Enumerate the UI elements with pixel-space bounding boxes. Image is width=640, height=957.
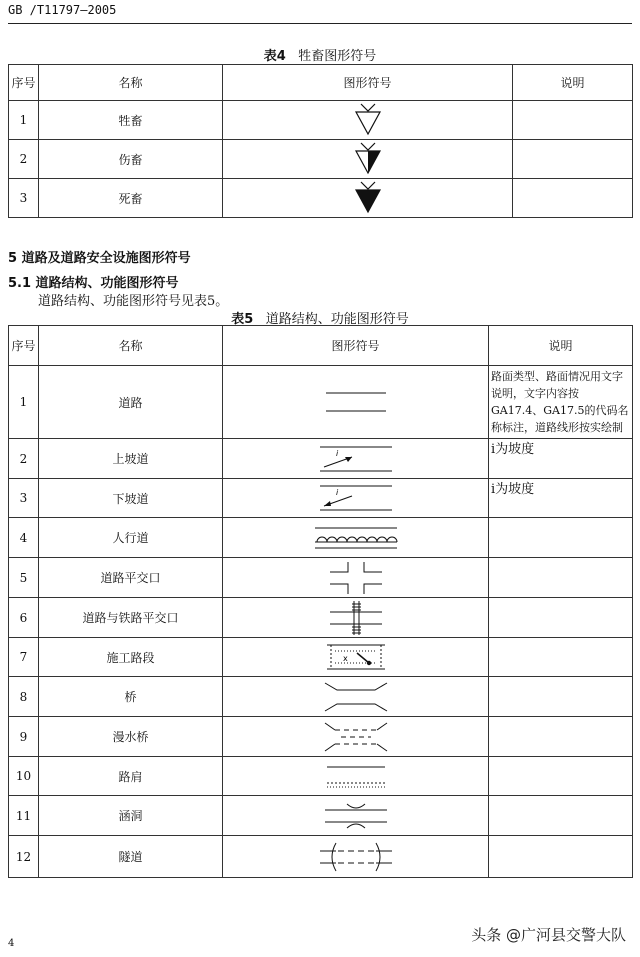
row-name: 道路与铁路平交口 bbox=[39, 598, 223, 638]
railway-crossing-symbol bbox=[223, 598, 489, 638]
row-note bbox=[513, 179, 633, 218]
row-note bbox=[489, 717, 633, 757]
table4-caption bbox=[0, 45, 640, 64]
svg-text:i: i bbox=[335, 448, 338, 458]
row-no: 3 bbox=[9, 179, 39, 218]
row-note: i为坡度 bbox=[489, 439, 633, 479]
row-note bbox=[513, 101, 633, 140]
table-row bbox=[9, 479, 633, 518]
row-note bbox=[489, 796, 633, 836]
row-name: 人行道 bbox=[39, 518, 223, 558]
svg-text:x: x bbox=[342, 654, 348, 663]
section5-title: 5 道路及道路安全设施图形符号 bbox=[8, 251, 191, 266]
table-row bbox=[9, 439, 633, 479]
row-note bbox=[513, 140, 633, 179]
row-name: 漫水桥 bbox=[39, 717, 223, 757]
row-name: 下坡道 bbox=[39, 479, 223, 518]
table-row bbox=[9, 638, 633, 677]
table5-caption-num: 表5 bbox=[231, 312, 254, 327]
table4-caption-num: 表4 bbox=[263, 49, 286, 64]
shoulder-symbol bbox=[223, 757, 489, 796]
injured-livestock-symbol bbox=[223, 140, 513, 179]
intersection-symbol bbox=[223, 558, 489, 598]
row-name: 桥 bbox=[39, 677, 223, 717]
row-no: 11 bbox=[9, 796, 39, 836]
row-note: 路面类型、路面情况用文字说明，文字内容按GA17.4、GA17.5的代码名称标注，道路线形按实绘制 bbox=[489, 366, 633, 439]
dead-livestock-symbol bbox=[223, 179, 513, 218]
row-note bbox=[489, 598, 633, 638]
col-name: 名称 bbox=[39, 65, 223, 101]
row-name: 路肩 bbox=[39, 757, 223, 796]
table-row bbox=[9, 677, 633, 717]
row-note bbox=[489, 757, 633, 796]
col-no: 序号 bbox=[9, 65, 39, 101]
row-note bbox=[489, 677, 633, 717]
header-rule bbox=[8, 23, 632, 24]
table-row bbox=[9, 179, 633, 218]
row-no: 3 bbox=[9, 479, 39, 518]
row-no: 4 bbox=[9, 518, 39, 558]
bridge-symbol bbox=[223, 677, 489, 717]
standard-code: GB /T11797—2005 bbox=[8, 3, 117, 17]
row-no: 2 bbox=[9, 140, 39, 179]
table4-header bbox=[9, 65, 633, 101]
row-no: 6 bbox=[9, 598, 39, 638]
row-name: 施工路段 bbox=[39, 638, 223, 677]
table-row bbox=[9, 598, 633, 638]
page-number: 4 bbox=[8, 938, 15, 949]
livestock-symbol bbox=[223, 101, 513, 140]
table-row bbox=[9, 366, 633, 439]
table-row bbox=[9, 101, 633, 140]
sidewalk-symbol bbox=[223, 518, 489, 558]
col-symbol: 图形符号 bbox=[223, 326, 489, 366]
row-no: 12 bbox=[9, 836, 39, 878]
section51-title: 5.1 道路结构、功能图形符号 bbox=[8, 276, 179, 291]
row-no: 8 bbox=[9, 677, 39, 717]
col-note: 说明 bbox=[513, 65, 633, 101]
table-row bbox=[9, 558, 633, 598]
row-name: 上坡道 bbox=[39, 439, 223, 479]
svg-text:i: i bbox=[335, 488, 338, 497]
uphill-symbol bbox=[223, 439, 489, 479]
table5-header bbox=[9, 326, 633, 366]
row-no: 1 bbox=[9, 101, 39, 140]
col-note: 说明 bbox=[489, 326, 633, 366]
row-name: 伤畜 bbox=[39, 140, 223, 179]
row-name: 隧道 bbox=[39, 836, 223, 878]
row-note bbox=[489, 638, 633, 677]
col-name: 名称 bbox=[39, 326, 223, 366]
watermark: 头条 @广河县交警大队 bbox=[471, 926, 626, 944]
culvert-symbol bbox=[223, 796, 489, 836]
row-note: i为坡度 bbox=[489, 479, 633, 518]
table5 bbox=[8, 325, 633, 878]
row-note bbox=[489, 558, 633, 598]
construction-symbol bbox=[223, 638, 489, 677]
table-row bbox=[9, 796, 633, 836]
row-name: 死畜 bbox=[39, 179, 223, 218]
row-no: 5 bbox=[9, 558, 39, 598]
row-name: 牲畜 bbox=[39, 101, 223, 140]
row-note bbox=[489, 518, 633, 558]
table5-caption-title: 道路结构、功能图形符号 bbox=[265, 312, 409, 327]
row-no: 9 bbox=[9, 717, 39, 757]
table-row bbox=[9, 140, 633, 179]
col-symbol: 图形符号 bbox=[223, 65, 513, 101]
tunnel-symbol bbox=[223, 836, 489, 878]
table4-caption-title: 牲畜图形符号 bbox=[298, 49, 377, 64]
row-no: 2 bbox=[9, 439, 39, 479]
table4 bbox=[8, 64, 633, 218]
road-symbol bbox=[223, 366, 489, 439]
row-name: 涵洞 bbox=[39, 796, 223, 836]
downhill-symbol bbox=[223, 479, 489, 518]
row-no: 1 bbox=[9, 366, 39, 439]
table-row bbox=[9, 717, 633, 757]
row-note bbox=[489, 836, 633, 878]
table-row bbox=[9, 757, 633, 796]
row-no: 10 bbox=[9, 757, 39, 796]
row-name: 道路平交口 bbox=[39, 558, 223, 598]
table-row bbox=[9, 518, 633, 558]
overflow-bridge-symbol bbox=[223, 717, 489, 757]
row-name: 道路 bbox=[39, 366, 223, 439]
row-no: 7 bbox=[9, 638, 39, 677]
col-no: 序号 bbox=[9, 326, 39, 366]
section51-paragraph: 道路结构、功能图形符号见表5。 bbox=[38, 294, 229, 309]
table-row bbox=[9, 836, 633, 878]
